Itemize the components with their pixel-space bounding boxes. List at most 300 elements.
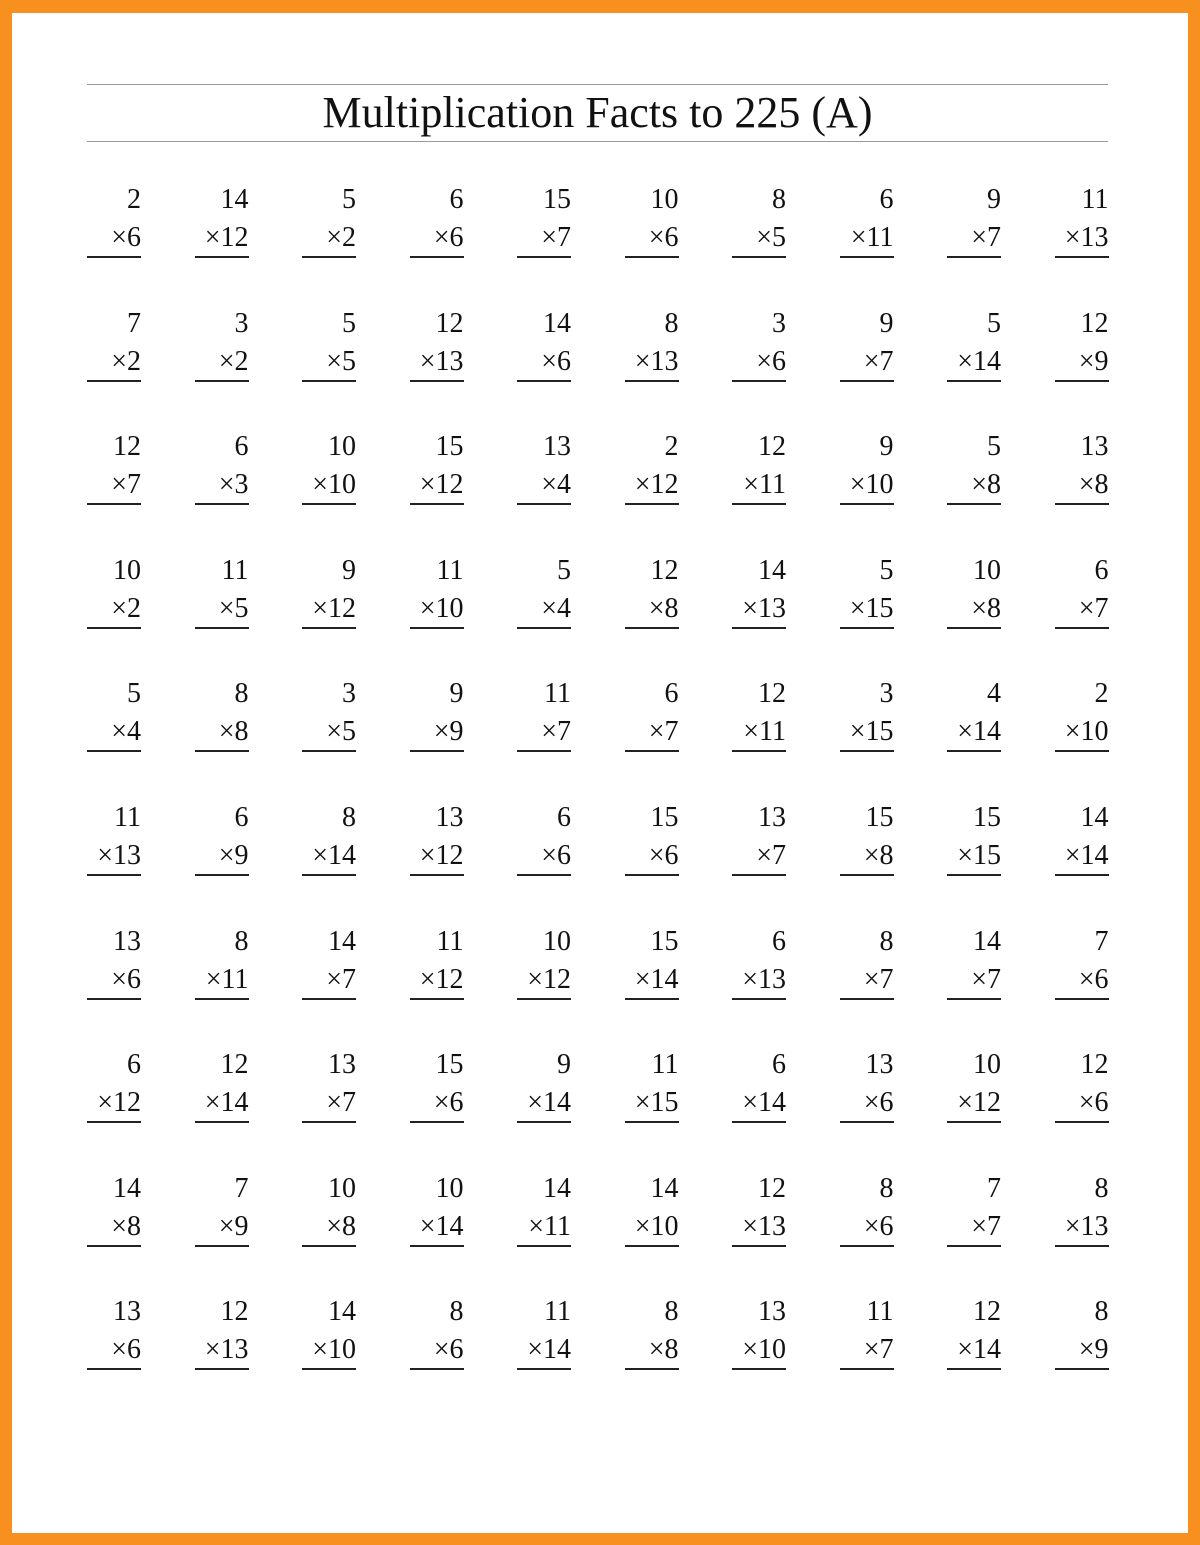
- multiplier: ×14: [634, 963, 679, 995]
- multiplier: ×14: [742, 1087, 786, 1119]
- answer-line[interactable]: [840, 380, 894, 382]
- multiplicand: 3: [342, 678, 356, 710]
- answer-line[interactable]: [302, 380, 356, 382]
- multiplier: ×10: [742, 1334, 786, 1366]
- answer-line[interactable]: [517, 1368, 571, 1370]
- multiplicand: 6: [664, 678, 679, 710]
- multiplier: ×5: [326, 716, 356, 748]
- answer-line[interactable]: [195, 627, 249, 629]
- answer-line[interactable]: [195, 1368, 249, 1370]
- multiplicand: 12: [758, 678, 786, 710]
- multiplier: ×12: [312, 592, 356, 624]
- multiplicand: 11: [1081, 184, 1109, 215]
- problem: [840, 926, 894, 1006]
- answer-line[interactable]: [1055, 380, 1109, 382]
- multiplicand: 8: [342, 802, 356, 833]
- multiplier: ×11: [743, 716, 786, 748]
- answer-line[interactable]: [947, 750, 1001, 752]
- problem: [732, 678, 786, 758]
- problem: [195, 926, 249, 1006]
- answer-line[interactable]: [410, 874, 464, 876]
- problem: [947, 678, 1001, 758]
- multiplier: ×14: [957, 716, 1001, 748]
- problem: [517, 802, 571, 882]
- multiplicand: 10: [435, 1172, 464, 1204]
- multiplier: ×7: [756, 840, 786, 871]
- multiplicand: 2: [127, 184, 141, 215]
- multiplicand: 2: [664, 431, 679, 463]
- multiplier: ×7: [971, 963, 1001, 995]
- multiplier: ×8: [648, 592, 679, 624]
- multiplier: ×5: [326, 345, 356, 377]
- problem: [947, 1049, 1001, 1129]
- multiplier: ×14: [312, 840, 356, 871]
- multiplier: ×7: [863, 963, 894, 995]
- problem: [517, 1296, 571, 1376]
- answer-line[interactable]: [302, 1368, 356, 1370]
- answer-line[interactable]: [1055, 1121, 1109, 1123]
- multiplicand: 8: [1094, 1296, 1109, 1328]
- answer-line[interactable]: [732, 627, 786, 629]
- answer-line[interactable]: [840, 1121, 894, 1123]
- answer-line[interactable]: [195, 998, 249, 1000]
- multiplier: ×14: [1064, 840, 1109, 871]
- problem: [732, 1049, 786, 1129]
- problem: [840, 555, 894, 635]
- problem: [302, 926, 356, 1006]
- answer-line[interactable]: [840, 256, 894, 258]
- multiplicand: 13: [865, 1049, 894, 1081]
- multiplier: ×8: [863, 840, 894, 871]
- answer-line[interactable]: [517, 998, 571, 1000]
- answer-line[interactable]: [87, 874, 141, 876]
- multiplicand: 12: [758, 431, 786, 463]
- problem: [87, 431, 141, 511]
- multiplier: ×11: [528, 1210, 571, 1242]
- multiplicand: 12: [1080, 307, 1109, 339]
- problem: [517, 1049, 571, 1129]
- answer-line[interactable]: [195, 1245, 249, 1247]
- answer-line[interactable]: [625, 998, 679, 1000]
- problem: [947, 1296, 1001, 1376]
- problem: [302, 678, 356, 758]
- answer-line[interactable]: [1055, 1368, 1109, 1370]
- answer-line[interactable]: [947, 503, 1001, 505]
- multiplicand: 15: [650, 925, 679, 957]
- problem: [947, 555, 1001, 635]
- multiplier: ×11: [850, 222, 894, 253]
- answer-line[interactable]: [302, 256, 356, 258]
- multiplier: ×6: [863, 1087, 894, 1119]
- multiplier: ×12: [634, 469, 679, 501]
- answer-line[interactable]: [410, 1368, 464, 1370]
- multiplicand: 6: [449, 184, 464, 215]
- multiplicand: 14: [328, 925, 356, 957]
- multiplier: ×12: [419, 963, 464, 995]
- multiplicand: 6: [127, 1049, 141, 1081]
- multiplier: ×6: [541, 840, 571, 871]
- multiplier: ×6: [648, 222, 679, 253]
- answer-line[interactable]: [947, 256, 1001, 258]
- multiplier: ×8: [1078, 469, 1109, 501]
- multiplier: ×3: [218, 469, 249, 501]
- answer-line[interactable]: [410, 998, 464, 1000]
- problem: [410, 1173, 464, 1253]
- problem: [947, 1173, 1001, 1253]
- multiplier: ×13: [634, 345, 679, 377]
- multiplicand: 13: [113, 1296, 141, 1328]
- multiplicand: 8: [234, 678, 249, 710]
- problem: [947, 431, 1001, 511]
- problem: [87, 1296, 141, 1376]
- multiplier: ×8: [326, 1210, 356, 1242]
- problem: [1055, 555, 1109, 635]
- multiplier: ×15: [849, 592, 894, 624]
- problem: [87, 1049, 141, 1129]
- problem: [732, 1296, 786, 1376]
- answer-line[interactable]: [1055, 1245, 1109, 1247]
- multiplicand: 8: [449, 1296, 464, 1328]
- problem: [302, 1296, 356, 1376]
- problem: [840, 1173, 894, 1253]
- problem: [840, 184, 894, 264]
- answer-line[interactable]: [517, 256, 571, 258]
- multiplier: ×6: [433, 1334, 464, 1366]
- answer-line[interactable]: [517, 627, 571, 629]
- answer-line[interactable]: [840, 503, 894, 505]
- answer-line[interactable]: [302, 750, 356, 752]
- multiplicand: 11: [651, 1049, 679, 1081]
- answer-line[interactable]: [410, 256, 464, 258]
- answer-line[interactable]: [625, 1121, 679, 1123]
- multiplicand: 12: [435, 307, 464, 339]
- multiplicand: 13: [435, 802, 464, 833]
- answer-line[interactable]: [732, 874, 786, 876]
- multiplier: ×12: [957, 1087, 1001, 1119]
- answer-line[interactable]: [947, 1368, 1001, 1370]
- answer-line[interactable]: [625, 1368, 679, 1370]
- multiplier: ×5: [756, 222, 786, 253]
- answer-line[interactable]: [1055, 998, 1109, 1000]
- problem: [840, 1296, 894, 1376]
- answer-line[interactable]: [195, 1121, 249, 1123]
- multiplicand: 13: [328, 1049, 356, 1081]
- multiplicand: 8: [772, 184, 786, 215]
- multiplier: ×6: [433, 222, 464, 253]
- answer-line[interactable]: [195, 503, 249, 505]
- problem: [195, 431, 249, 511]
- multiplier: ×7: [326, 1087, 356, 1119]
- multiplicand: 8: [664, 307, 679, 339]
- multiplicand: 15: [650, 802, 679, 833]
- problem: [302, 431, 356, 511]
- answer-line[interactable]: [840, 998, 894, 1000]
- multiplier: ×11: [205, 963, 249, 995]
- answer-line[interactable]: [840, 1368, 894, 1370]
- multiplier: ×13: [97, 840, 141, 871]
- problem: [732, 431, 786, 511]
- problem: [517, 926, 571, 1006]
- answer-line[interactable]: [1055, 627, 1109, 629]
- multiplicand: 13: [113, 925, 141, 957]
- multiplier: ×13: [742, 592, 786, 624]
- answer-line[interactable]: [625, 750, 679, 752]
- multiplicand: 14: [543, 307, 571, 339]
- answer-line[interactable]: [410, 1245, 464, 1247]
- answer-line[interactable]: [625, 503, 679, 505]
- answer-line[interactable]: [1055, 874, 1109, 876]
- multiplicand: 12: [758, 1172, 786, 1204]
- multiplicand: 11: [436, 554, 464, 586]
- problem: [195, 308, 249, 388]
- answer-line[interactable]: [732, 1121, 786, 1123]
- answer-line[interactable]: [625, 627, 679, 629]
- multiplicand: 11: [866, 1296, 894, 1328]
- multiplicand: 6: [1094, 554, 1109, 586]
- answer-line[interactable]: [947, 1245, 1001, 1247]
- multiplicand: 11: [114, 802, 141, 833]
- multiplier: ×14: [527, 1334, 571, 1366]
- problem: [195, 1296, 249, 1376]
- answer-line[interactable]: [732, 503, 786, 505]
- answer-line[interactable]: [732, 256, 786, 258]
- multiplicand: 9: [879, 307, 894, 339]
- answer-line[interactable]: [87, 1368, 141, 1370]
- multiplier: ×14: [204, 1087, 249, 1119]
- multiplier: ×8: [111, 1210, 141, 1242]
- multiplicand: 12: [113, 431, 141, 463]
- answer-line[interactable]: [302, 874, 356, 876]
- multiplier: ×10: [1064, 716, 1109, 748]
- multiplicand: 14: [973, 925, 1001, 957]
- problem: [625, 678, 679, 758]
- problem: [87, 802, 141, 882]
- answer-line[interactable]: [947, 380, 1001, 382]
- problem: [302, 1049, 356, 1129]
- answer-line[interactable]: [1055, 256, 1109, 258]
- multiplicand: 10: [113, 554, 141, 586]
- answer-line[interactable]: [732, 1245, 786, 1247]
- problem: [1055, 308, 1109, 388]
- answer-line[interactable]: [195, 874, 249, 876]
- problem: [87, 678, 141, 758]
- problem: [947, 184, 1001, 264]
- problem: [625, 1173, 679, 1253]
- multiplier: ×14: [419, 1210, 464, 1242]
- multiplier: ×7: [863, 1334, 894, 1366]
- answer-line[interactable]: [195, 380, 249, 382]
- multiplicand: 8: [879, 1172, 894, 1204]
- answer-line[interactable]: [517, 380, 571, 382]
- multiplicand: 2: [1094, 678, 1109, 710]
- answer-line[interactable]: [195, 750, 249, 752]
- multiplier: ×13: [742, 963, 786, 995]
- multiplier: ×9: [218, 1210, 249, 1242]
- multiplicand: 13: [758, 1296, 786, 1328]
- multiplier: ×13: [419, 345, 464, 377]
- multiplier: ×13: [204, 1334, 249, 1366]
- multiplier: ×13: [1064, 1210, 1109, 1242]
- multiplicand: 15: [865, 802, 894, 833]
- problem: [625, 184, 679, 264]
- multiplier: ×10: [849, 469, 894, 501]
- answer-line[interactable]: [947, 874, 1001, 876]
- problem: [410, 1049, 464, 1129]
- problem: [517, 1173, 571, 1253]
- multiplier: ×15: [634, 1087, 679, 1119]
- multiplicand: 14: [328, 1296, 356, 1328]
- multiplier: ×7: [541, 222, 571, 253]
- multiplier: ×8: [971, 469, 1001, 501]
- problem: [302, 1173, 356, 1253]
- answer-line[interactable]: [87, 503, 141, 505]
- answer-line[interactable]: [517, 1121, 571, 1123]
- answer-line[interactable]: [410, 1121, 464, 1123]
- multiplier: ×4: [541, 592, 571, 624]
- answer-line[interactable]: [87, 1245, 141, 1247]
- multiplicand: 13: [543, 431, 571, 463]
- multiplier: ×12: [419, 469, 464, 501]
- problem: [517, 555, 571, 635]
- problem: [410, 926, 464, 1006]
- answer-line[interactable]: [840, 627, 894, 629]
- problem: [732, 802, 786, 882]
- multiplier: ×6: [756, 345, 786, 377]
- problem: [302, 184, 356, 264]
- answer-line[interactable]: [87, 1121, 141, 1123]
- problem: [947, 926, 1001, 1006]
- answer-line[interactable]: [625, 1245, 679, 1247]
- answer-line[interactable]: [87, 750, 141, 752]
- answer-line[interactable]: [410, 627, 464, 629]
- problem: [87, 308, 141, 388]
- answer-line[interactable]: [302, 998, 356, 1000]
- answer-line[interactable]: [302, 503, 356, 505]
- answer-line[interactable]: [732, 750, 786, 752]
- multiplier: ×13: [1064, 222, 1109, 253]
- multiplicand: 6: [772, 925, 786, 957]
- multiplier: ×6: [1078, 1087, 1109, 1119]
- multiplier: ×2: [111, 592, 141, 624]
- multiplier: ×6: [648, 840, 679, 871]
- multiplier: ×11: [743, 469, 786, 501]
- answer-line[interactable]: [87, 380, 141, 382]
- multiplier: ×7: [1078, 592, 1109, 624]
- problem: [840, 1049, 894, 1129]
- answer-line[interactable]: [1055, 750, 1109, 752]
- multiplicand: 5: [987, 431, 1001, 463]
- answer-line[interactable]: [947, 1121, 1001, 1123]
- multiplier: ×6: [863, 1210, 894, 1242]
- multiplicand: 6: [234, 431, 249, 463]
- problem: [1055, 184, 1109, 264]
- multiplicand: 10: [328, 431, 356, 463]
- answer-line[interactable]: [410, 750, 464, 752]
- problem: [195, 678, 249, 758]
- multiplicand: 8: [879, 925, 894, 957]
- answer-line[interactable]: [410, 503, 464, 505]
- problem: [87, 555, 141, 635]
- answer-line[interactable]: [625, 874, 679, 876]
- answer-line[interactable]: [840, 874, 894, 876]
- multiplicand: 5: [879, 554, 894, 586]
- answer-line[interactable]: [947, 627, 1001, 629]
- answer-line[interactable]: [87, 998, 141, 1000]
- multiplier: ×9: [1078, 345, 1109, 377]
- answer-line[interactable]: [1055, 503, 1109, 505]
- multiplier: ×9: [433, 716, 464, 748]
- multiplier: ×6: [111, 963, 141, 995]
- problem: [410, 308, 464, 388]
- problem: [625, 308, 679, 388]
- problem: [625, 926, 679, 1006]
- answer-line[interactable]: [302, 627, 356, 629]
- multiplicand: 5: [342, 307, 356, 339]
- problem: [1055, 678, 1109, 758]
- answer-line[interactable]: [302, 1245, 356, 1247]
- multiplier: ×13: [742, 1210, 786, 1242]
- multiplicand: 14: [220, 184, 249, 215]
- answer-line[interactable]: [625, 380, 679, 382]
- answer-line[interactable]: [302, 1121, 356, 1123]
- multiplicand: 6: [772, 1049, 786, 1081]
- problem: [625, 555, 679, 635]
- answer-line[interactable]: [517, 503, 571, 505]
- answer-line[interactable]: [947, 998, 1001, 1000]
- answer-line[interactable]: [517, 1245, 571, 1247]
- problem: [517, 308, 571, 388]
- answer-line[interactable]: [87, 627, 141, 629]
- answer-line[interactable]: [732, 998, 786, 1000]
- multiplicand: 10: [328, 1172, 356, 1204]
- multiplier: ×10: [312, 1334, 356, 1366]
- problem: [840, 802, 894, 882]
- answer-line[interactable]: [732, 1368, 786, 1370]
- answer-line[interactable]: [517, 750, 571, 752]
- answer-line[interactable]: [87, 256, 141, 258]
- multiplier: ×14: [527, 1087, 571, 1119]
- problem: [195, 1049, 249, 1129]
- multiplicand: 8: [234, 925, 249, 957]
- problem: [732, 1173, 786, 1253]
- problem: [517, 184, 571, 264]
- problem: [625, 1049, 679, 1129]
- answer-line[interactable]: [732, 380, 786, 382]
- answer-line[interactable]: [195, 256, 249, 258]
- answer-line[interactable]: [410, 380, 464, 382]
- answer-line[interactable]: [517, 874, 571, 876]
- problem: [410, 802, 464, 882]
- answer-line[interactable]: [840, 750, 894, 752]
- multiplicand: 12: [1080, 1049, 1109, 1081]
- problem: [1055, 802, 1109, 882]
- problem: [625, 802, 679, 882]
- multiplicand: 10: [973, 1049, 1001, 1081]
- multiplicand: 11: [221, 554, 249, 586]
- problem: [410, 431, 464, 511]
- multiplier: ×6: [111, 1334, 141, 1366]
- problem: [87, 184, 141, 264]
- multiplier: ×12: [204, 222, 249, 253]
- answer-line[interactable]: [840, 1245, 894, 1247]
- multiplier: ×7: [111, 469, 141, 501]
- multiplicand: 14: [758, 554, 786, 586]
- multiplicand: 5: [557, 554, 571, 586]
- problem: [410, 184, 464, 264]
- multiplicand: 13: [1080, 431, 1109, 463]
- multiplier: ×10: [312, 469, 356, 501]
- answer-line[interactable]: [625, 256, 679, 258]
